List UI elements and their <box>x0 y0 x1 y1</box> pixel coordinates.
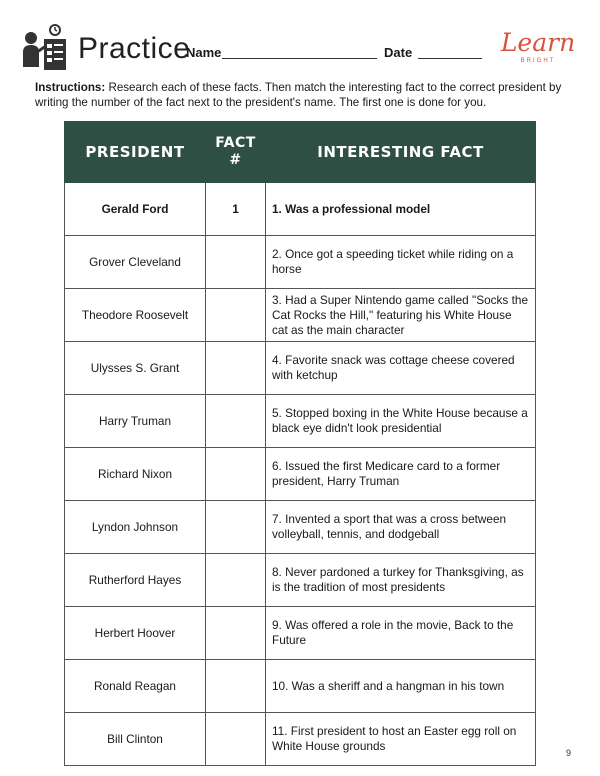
president-cell: Gerald Ford <box>65 183 206 236</box>
fact-number-cell[interactable] <box>206 501 266 554</box>
fact-number-cell[interactable] <box>206 289 266 342</box>
fact-cell: 11. First president to host an Easter egg roll on White House grounds <box>266 713 536 766</box>
fact-number-cell[interactable] <box>206 554 266 607</box>
president-cell: Herbert Hoover <box>65 607 206 660</box>
president-cell: Harry Truman <box>65 395 206 448</box>
fact-cell: 7. Invented a sport that was a cross between volleyball, tennis, and dodgeball <box>266 501 536 554</box>
table-row <box>65 713 536 766</box>
president-cell: Theodore Roosevelt <box>65 289 206 342</box>
president-cell: Rutherford Hayes <box>65 554 206 607</box>
fact-number-cell[interactable] <box>206 607 266 660</box>
instructions-text: Research each of these facts. Then match the interesting fact to the correct president by writing the number of the fact next to the president's name. The first one is done for you. <box>35 81 562 109</box>
president-cell: Lyndon Johnson <box>65 501 206 554</box>
teacher-presentation-icon <box>22 22 74 74</box>
fact-cell: 9. Was offered a role in the movie, Back to the Future <box>266 607 536 660</box>
header-interesting-fact: INTERESTING FACT <box>266 122 536 183</box>
page-title: Practice <box>78 32 191 65</box>
table-row <box>65 607 536 660</box>
name-field-line[interactable] <box>222 58 377 59</box>
header-president: PRESIDENT <box>65 122 206 183</box>
header-fact-word: FACT <box>215 135 256 151</box>
learn-bright-logo <box>492 28 584 72</box>
instructions <box>35 80 570 110</box>
fact-cell: 8. Never pardoned a turkey for Thanksgiving, as is the tradition of most presidents <box>266 554 536 607</box>
president-cell: Grover Cleveland <box>65 236 206 289</box>
fact-number-cell[interactable] <box>206 448 266 501</box>
table-row <box>65 342 536 395</box>
table-row <box>65 183 536 236</box>
fact-number-cell[interactable] <box>206 236 266 289</box>
fact-number-cell[interactable] <box>206 395 266 448</box>
fact-cell: 2. Once got a speeding ticket while riding on a horse <box>266 236 536 289</box>
fact-number-cell[interactable] <box>206 713 266 766</box>
facts-table <box>64 121 536 766</box>
president-cell: Ronald Reagan <box>65 660 206 713</box>
date-label: Date <box>384 45 413 60</box>
fact-cell: 5. Stopped boxing in the White House because a black eye didn't look presidential <box>266 395 536 448</box>
table-row <box>65 448 536 501</box>
table-row <box>65 236 536 289</box>
worksheet-header <box>22 22 582 78</box>
instructions-label: Instructions: <box>35 81 106 94</box>
fact-number-cell[interactable] <box>206 660 266 713</box>
fact-cell: 10. Was a sheriff and a hangman in his town <box>266 660 536 713</box>
header-fact-number <box>206 122 266 183</box>
logo-subtitle: BRIGHT <box>520 58 556 64</box>
fact-cell: 4. Favorite snack was cottage cheese covered with ketchup <box>266 342 536 395</box>
table-row <box>65 501 536 554</box>
table-row <box>65 554 536 607</box>
header-hash: # <box>229 152 242 168</box>
president-cell: Richard Nixon <box>65 448 206 501</box>
table-header-row <box>65 122 536 183</box>
fact-number-cell[interactable] <box>206 342 266 395</box>
fact-number-cell[interactable]: 1 <box>206 183 266 236</box>
name-label: Name <box>186 45 222 60</box>
president-cell: Ulysses S. Grant <box>65 342 206 395</box>
fact-cell: 3. Had a Super Nintendo game called "Socks the Cat Rocks the Hill," featuring his White House cat as the main character <box>266 289 536 342</box>
logo-word: Learn <box>500 28 576 57</box>
table-row <box>65 395 536 448</box>
date-field-line[interactable] <box>418 58 482 59</box>
president-cell: Bill Clinton <box>65 713 206 766</box>
page-number: 9 <box>566 748 572 758</box>
fact-cell: 6. Issued the first Medicare card to a former president, Harry Truman <box>266 448 536 501</box>
table-row <box>65 660 536 713</box>
table-row <box>65 289 536 342</box>
fact-cell: 1. Was a professional model <box>266 183 536 236</box>
